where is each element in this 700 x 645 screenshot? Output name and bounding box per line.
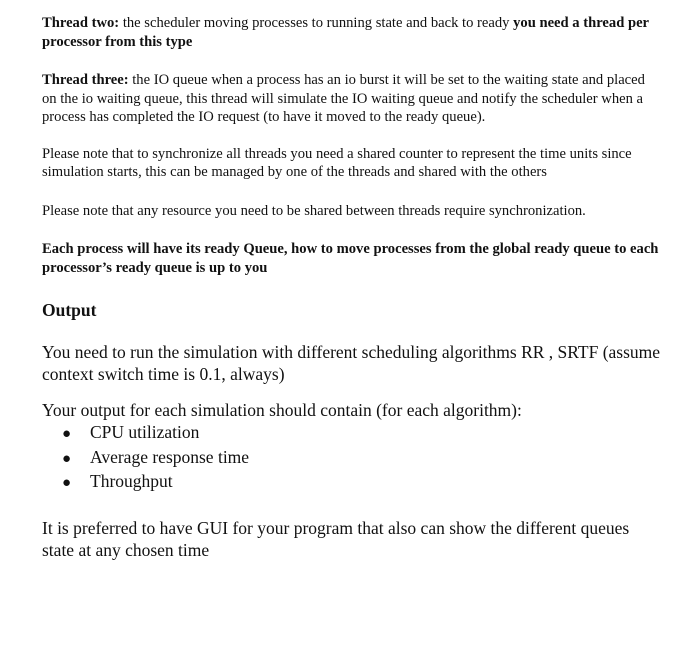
simulation-paragraph: You need to run the simulation with different scheduling algorithms RR , SRTF (assume context switch time is 0.1, always) [42, 342, 661, 384]
metric-average-response-time: Average response time [90, 446, 250, 467]
list-item [62, 446, 662, 471]
thread-three-text: the IO queue when a process has an io burst it will be set to the waiting state and placed on the io waiting queue, this thread will simulate the IO waiting queue and notify the scheduler when a process has completed the IO request (to have it moved to the ready queue). [42, 72, 645, 125]
note-counter-paragraph: Please note that to synchronize all threads you need a shared counter to represent the time units since simulation starts, this can be managed by one of the threads and shared with the others [42, 145, 632, 180]
list-item [62, 470, 662, 495]
output-intro-paragraph: Your output for each simulation should contain (for each algorithm): [42, 400, 522, 420]
gui-note-paragraph: It is preferred to have GUI for your program that also can show the different queues state at any chosen time [42, 517, 630, 560]
bullet-icon: ● [62, 450, 72, 467]
bullet-icon: ● [62, 426, 72, 442]
thread-two-paragraph [42, 14, 662, 51]
document-page [42, 14, 662, 561]
metrics-list [42, 421, 662, 495]
thread-three-paragraph [42, 71, 662, 127]
note-sync-paragraph: Please note that any resource you need to be shared between threads require synchronization. [42, 202, 586, 219]
thread-three-label: Thread three: [42, 72, 129, 88]
thread-two-bold-tail: you need a thread per processor from this type [42, 15, 649, 50]
ready-queue-paragraph: Each process will have its ready Queue, how to move processes from the global ready queue to each processor’s ready queue is up to you [42, 241, 659, 276]
metric-throughput: Throughput [90, 471, 173, 491]
list-item [62, 421, 662, 446]
thread-two-label: Thread two: [42, 15, 120, 31]
output-heading: Output [42, 300, 97, 320]
thread-two-text: the scheduler moving processes to running state and back to ready [119, 15, 514, 31]
metric-cpu-utilization: CPU utilization [90, 422, 200, 442]
bullet-icon: ● [62, 475, 72, 491]
